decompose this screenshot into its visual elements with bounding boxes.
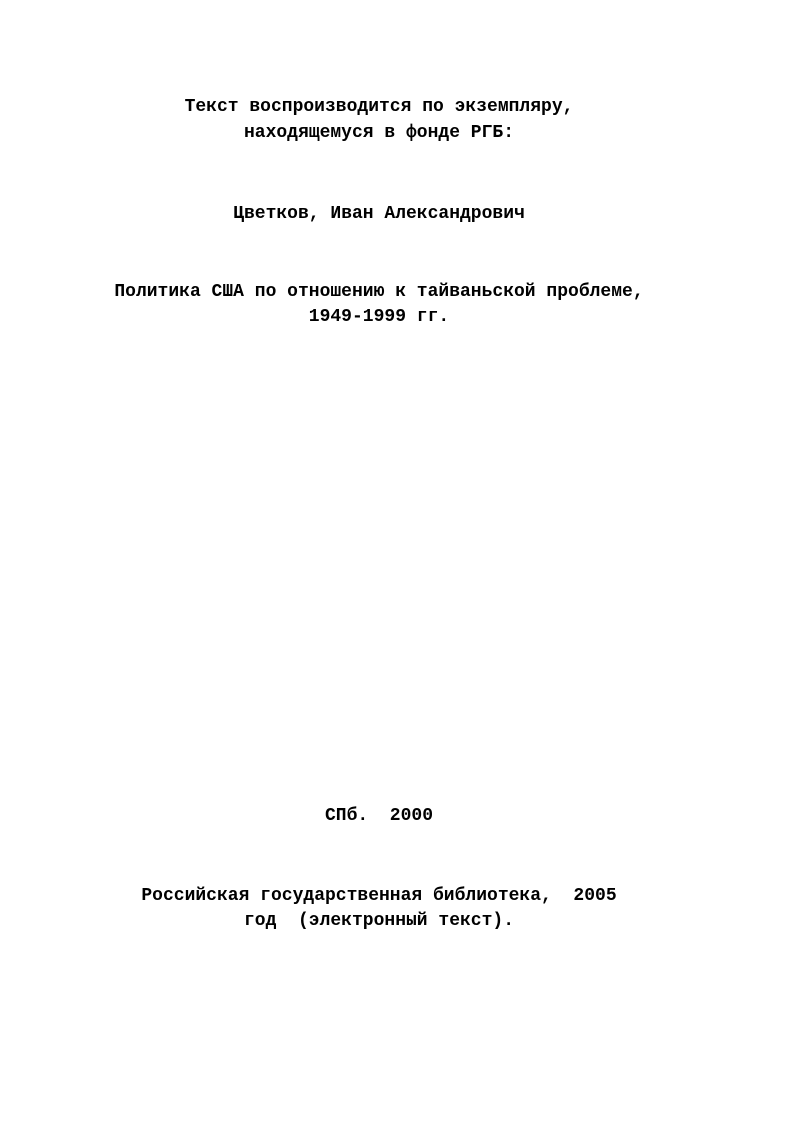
title-line-1: Политика США по отношению к тайваньской проблеме, bbox=[114, 282, 644, 302]
imprint: СПб. 2000 bbox=[324, 806, 434, 826]
reproduction-note-line-1: Текст воспроизводится по экземпляру, bbox=[184, 97, 574, 117]
author-name: Цветков, Иван Александрович bbox=[233, 204, 525, 224]
footer-line-2: год (электронный текст). bbox=[243, 911, 515, 931]
reproduction-note-line-2: находящемуся в фонде РГБ: bbox=[243, 123, 515, 143]
footer-line-1: Российская государственная библиотека, 2005 bbox=[141, 886, 617, 906]
title-line-2: 1949-1999 гг. bbox=[308, 307, 450, 327]
